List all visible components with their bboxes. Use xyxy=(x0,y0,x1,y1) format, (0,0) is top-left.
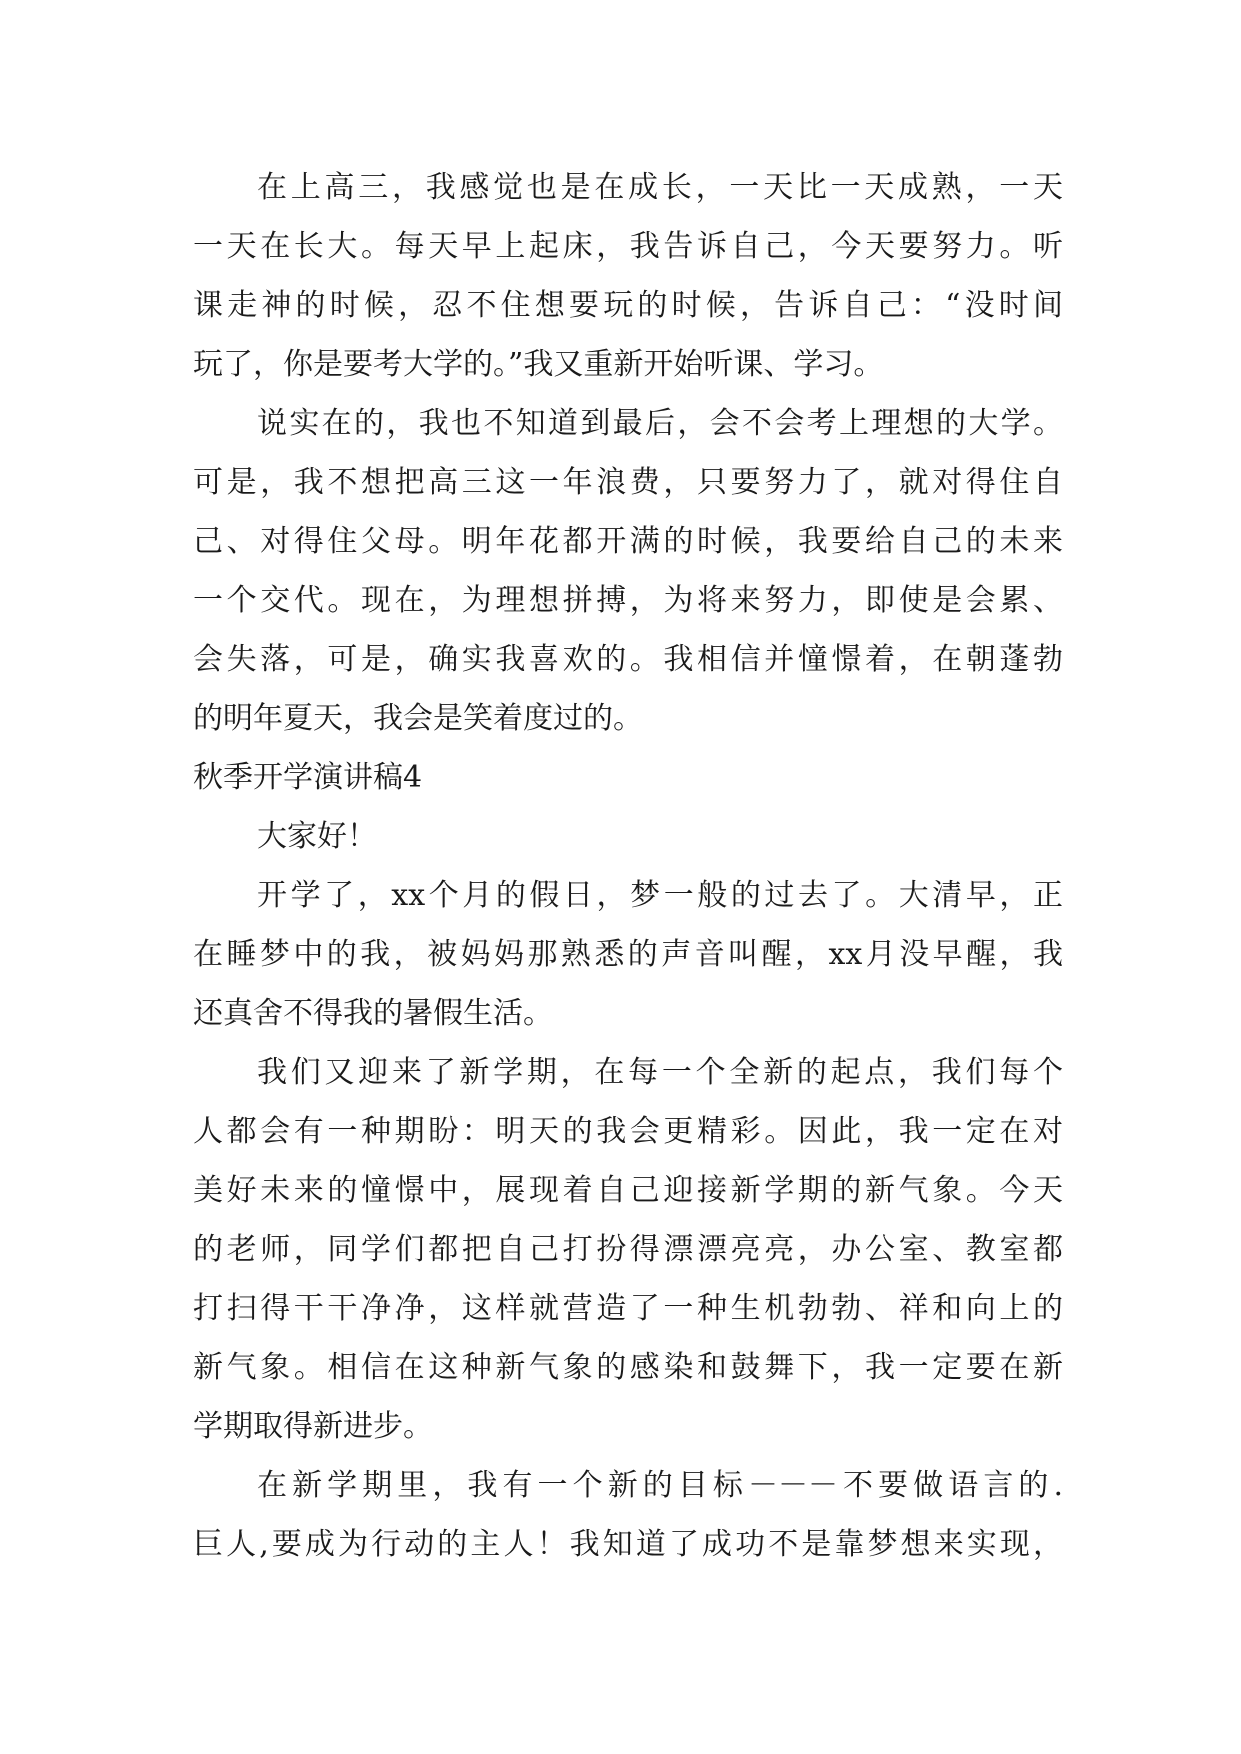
paragraph-line: 课走神的时候，忍不住想要玩的时候，告诉自己：“没时间 xyxy=(193,288,1063,323)
paragraph-line: 我们又迎来了新学期，在每一个全新的起点，我们每个 xyxy=(257,1055,1063,1090)
paragraph-line: 在新学期里，我有一个新的目标－－－不要做语言的. xyxy=(257,1468,1063,1503)
paragraph-line: 在上高三，我感觉也是在成长，一天比一天成熟，一天 xyxy=(257,170,1063,205)
paragraph-line: 一个交代。现在，为理想拼搏，为将来努力，即使是会累、 xyxy=(193,583,1063,618)
paragraph-line: 的明年夏天，我会是笑着度过的。 xyxy=(193,701,643,736)
paragraph-line: 学期取得新进步。 xyxy=(193,1409,433,1444)
paragraph-line: 还真舍不得我的暑假生活。 xyxy=(193,996,553,1031)
paragraph-line: 巨人,要成为行动的主人！我知道了成功不是靠梦想来实现， xyxy=(193,1527,1063,1562)
paragraph-line: 美好未来的憧憬中，展现着自己迎接新学期的新气象。今天 xyxy=(193,1173,1063,1208)
paragraph-line: 说实在的，我也不知道到最后，会不会考上理想的大学。 xyxy=(257,406,1063,441)
paragraph-line: 一天在长大。每天早上起床，我告诉自己，今天要努力。听 xyxy=(193,229,1063,264)
document-body xyxy=(193,158,1063,1574)
paragraph-line: 在睡梦中的我，被妈妈那熟悉的声音叫醒，xx月没早醒，我 xyxy=(193,937,1063,972)
paragraph-line: 人都会有一种期盼：明天的我会更精彩。因此，我一定在对 xyxy=(193,1114,1063,1149)
paragraph-line: 可是，我不想把高三这一年浪费，只要努力了，就对得住自 xyxy=(193,465,1063,500)
paragraph-line: 打扫得干干净净，这样就营造了一种生机勃勃、祥和向上的 xyxy=(193,1291,1063,1326)
paragraph-line: 的老师，同学们都把自己打扮得漂漂亮亮，办公室、教室都 xyxy=(193,1232,1063,1267)
paragraph-line: 新气象。相信在这种新气象的感染和鼓舞下，我一定要在新 xyxy=(193,1350,1063,1385)
paragraph-line: 玩了，你是要考大学的。”我又重新开始听课、学习。 xyxy=(193,347,884,382)
paragraph-line: 己、对得住父母。明年花都开满的时候，我要给自己的未来 xyxy=(193,524,1063,559)
section-heading: 秋季开学演讲稿4 xyxy=(193,760,423,795)
paragraph-line: 会失落，可是，确实我喜欢的。我相信并憧憬着，在朝蓬勃 xyxy=(193,642,1063,677)
paragraph-line: 开学了，xx个月的假日，梦一般的过去了。大清早，正 xyxy=(257,878,1063,913)
greeting-line: 大家好！ xyxy=(257,819,377,854)
